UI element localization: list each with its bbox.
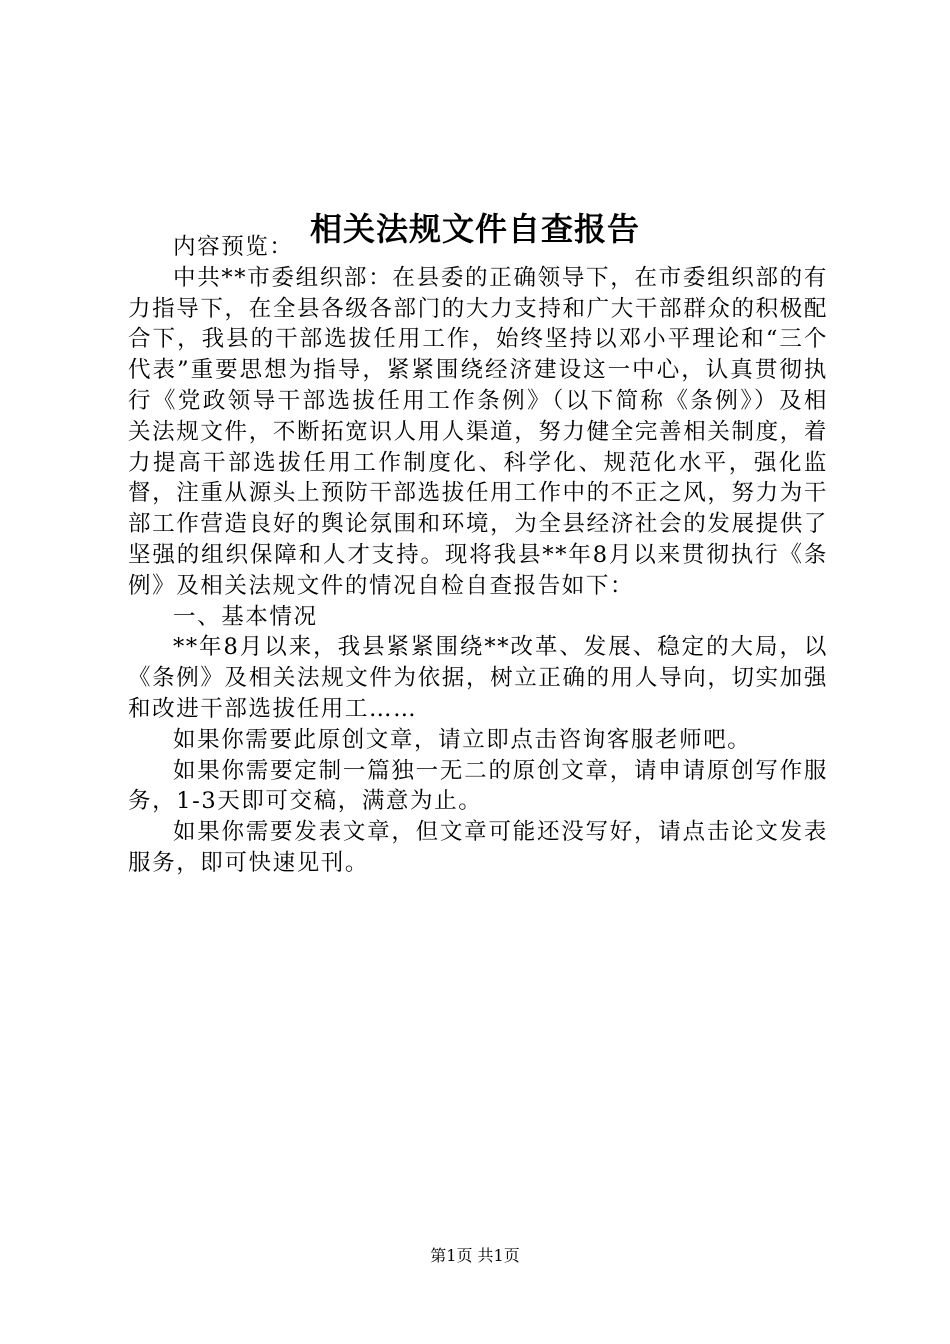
page-number-footer: 第1页 共1页 bbox=[430, 1246, 520, 1265]
promo-paragraph-publishing: 如果你需要发表文章，但文章可能还没写好，请点击论文发表服务，即可快速见刊。 bbox=[128, 819, 828, 876]
section-heading-basic-situation: 一、基本情况 bbox=[173, 603, 318, 630]
body-paragraph-intro: 中共**市委组织部：在县委的正确领导下，在市委组织部的有力指导下，在全县各级各部门的大力支持和广大干部群众的积极配合下，我县的干部选拔任用工作，始终坚持以邓小平理论和“三个代表”重要思想为指导，紧紧围绕经济建设这一中心，认真贯彻执行《党政领导干部选拔任用工作条例》（以下简称《条例》）及相关法规文件，不断拓宽识人用人渠道，努力健全完善相关制度，着力提高干部选拔任用工作制度化、科学化、规范化水平，强化监督，注重从源头上预防干部选拔任用工作中的不正之风，努力为干部工作营造良好的舆论氛围和环境，为全县经济社会的发展提供了坚强的组织保障和人才支持。现将我县**年8月以来贯彻执行《条例》及相关法规文件的情况自检自查报告如下： bbox=[128, 264, 828, 599]
document-body bbox=[128, 232, 828, 879]
body-paragraph-basic-situation: **年8月以来，我县紧紧围绕**改革、发展、稳定的大局，以《条例》及相关法规文件为依据，树立正确的用人导向，切实加强和改进干部选拔任用工…… bbox=[128, 634, 828, 722]
preview-label: 内容预览： bbox=[173, 234, 294, 260]
promo-paragraph-consult: 如果你需要此原创文章，请立即点击咨询客服老师吧。 bbox=[173, 726, 752, 753]
promo-paragraph-custom-writing: 如果你需要定制一篇独一无二的原创文章，请申请原创写作服务，1-3天即可交稿，满意为止。 bbox=[128, 757, 828, 815]
document-title: 相关法规文件自查报告 bbox=[309, 210, 640, 249]
